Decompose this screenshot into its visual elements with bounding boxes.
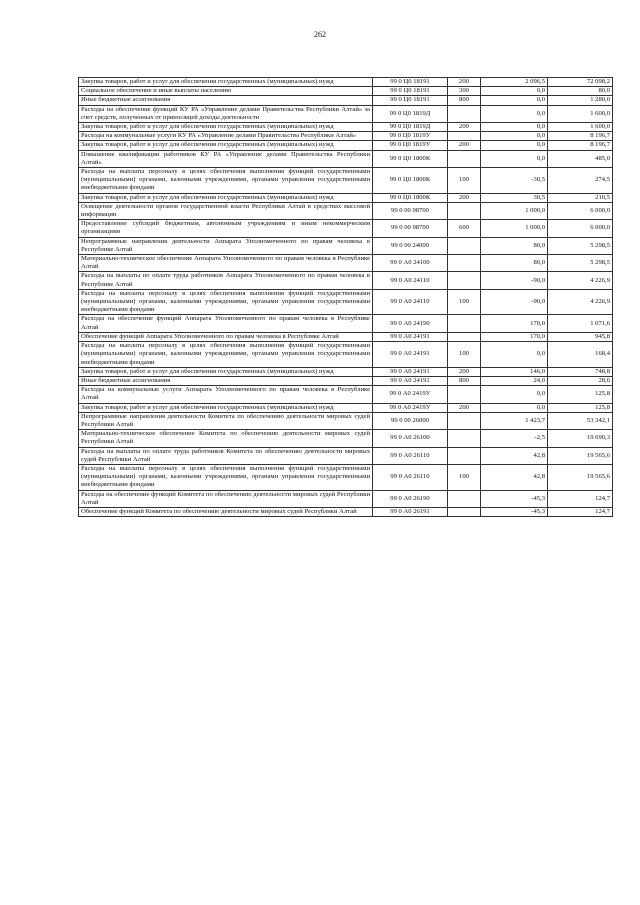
row-total-amount-cell: 28,6 xyxy=(548,376,613,385)
row-total-amount-cell: 125,8 xyxy=(548,403,613,412)
row-code-cell: 99 0 Ц0 18191 xyxy=(373,78,448,87)
row-code-cell: 99 0 А0 24190 xyxy=(373,315,448,332)
table-row xyxy=(79,403,613,412)
row-name-cell: Материально-техническое обеспечение Аппарата Уполномоченного по правам человека в Республике Алтай xyxy=(79,255,373,272)
row-code-cell: 99 0 А0 24110 xyxy=(373,289,448,315)
row-expense-type-cell xyxy=(448,490,481,507)
row-expense-type-cell xyxy=(448,507,481,516)
row-code-cell: 99 0 А0 26110 xyxy=(373,464,448,490)
row-name-cell: Закупка товаров, работ и услуг для обеспечения государственных (муниципальных) нужд xyxy=(79,141,373,150)
row-name-cell: Иные бюджетные ассигнования xyxy=(79,376,373,385)
row-expense-type-cell xyxy=(448,105,481,122)
row-code-cell: 99 0 А0 24100 xyxy=(373,255,448,272)
row-expense-type-cell: 200 xyxy=(448,367,481,376)
row-total-amount-cell: 4 226,9 xyxy=(548,272,613,289)
row-total-amount-cell: 19 565,6 xyxy=(548,447,613,464)
row-expense-type-cell: 200 xyxy=(448,193,481,202)
table-row xyxy=(79,430,613,447)
row-expense-type-cell xyxy=(448,430,481,447)
row-name-cell: Непрограммные направления деятельности Комитета по обеспечению деятельности мировых судей Республики Алтай xyxy=(79,412,373,429)
row-name-cell: Непрограммные направления деятельности Аппарата Уполномоченного по правам человека в Республике Алтай xyxy=(79,237,373,254)
row-total-amount-cell: 1 600,0 xyxy=(548,105,613,122)
row-name-cell: Расходы на выплаты персоналу в целях обеспечения выполнения функций государственными (муниципальными) органами, казенными учреждениями, органами управления государственными внебюджетными фондами xyxy=(79,289,373,315)
table-row xyxy=(79,237,613,254)
row-total-amount-cell: 8 196,7 xyxy=(548,141,613,150)
row-expense-type-cell: 100 xyxy=(448,342,481,368)
row-change-amount-cell: 42,8 xyxy=(481,447,548,464)
row-expense-type-cell: 200 xyxy=(448,123,481,132)
row-change-amount-cell: -90,0 xyxy=(481,272,548,289)
row-change-amount-cell: 170,0 xyxy=(481,315,548,332)
table-row xyxy=(79,315,613,332)
row-change-amount-cell: -2,5 xyxy=(481,430,548,447)
table-row xyxy=(79,342,613,368)
row-expense-type-cell: 100 xyxy=(448,464,481,490)
row-total-amount-cell: 125,8 xyxy=(548,386,613,403)
row-expense-type-cell xyxy=(448,315,481,332)
row-code-cell: 99 0 А0 26191 xyxy=(373,507,448,516)
row-name-cell: Расходы на выплаты персоналу в целях обеспечения выполнения функций государственными (муниципальными) органами, казенными учреждениями, органами управления государственными внебюджетными фондами xyxy=(79,342,373,368)
row-expense-type-cell xyxy=(448,255,481,272)
row-change-amount-cell: 42,8 xyxy=(481,464,548,490)
row-change-amount-cell: 30,5 xyxy=(481,193,548,202)
row-change-amount-cell: 80,0 xyxy=(481,255,548,272)
row-name-cell: Расходы на выплаты персоналу в целях обеспечения выполнения функций государственными (муниципальными) органами, казенными учреждениями, органами управления государственными внебюджетными фондами xyxy=(79,464,373,490)
budget-table xyxy=(78,77,613,517)
row-expense-type-cell: 600 xyxy=(448,220,481,237)
row-change-amount-cell: -45,3 xyxy=(481,490,548,507)
row-code-cell: 99 0 А0 24191 xyxy=(373,342,448,368)
row-code-cell: 99 0 А0 2419У xyxy=(373,386,448,403)
row-total-amount-cell: 6 000,0 xyxy=(548,220,613,237)
row-name-cell: Материально-техническое обеспечение Комитета по обеспечению деятельности мировых судей Республики Алтай xyxy=(79,430,373,447)
row-name-cell: Закупка товаров, работ и услуг для обеспечения государственных (муниципальных) нужд xyxy=(79,193,373,202)
row-code-cell: 99 0 Ц0 18191 xyxy=(373,87,448,96)
row-change-amount-cell: 1 423,7 xyxy=(481,412,548,429)
table-row xyxy=(79,376,613,385)
row-expense-type-cell xyxy=(448,202,481,219)
row-code-cell: 99 0 Ц0 18191 xyxy=(373,96,448,105)
row-name-cell: Расходы на выплаты по оплате труда работников Комитета по обеспечению деятельности мировых судей Республики Алтай xyxy=(79,447,373,464)
row-name-cell: Закупка товаров, работ и услуг для обеспечения государственных (муниципальных) нужд xyxy=(79,367,373,376)
row-change-amount-cell: 170,0 xyxy=(481,332,548,341)
row-expense-type-cell: 100 xyxy=(448,289,481,315)
row-total-amount-cell: 72 098,2 xyxy=(548,78,613,87)
table-row xyxy=(79,289,613,315)
table-row xyxy=(79,332,613,341)
row-change-amount-cell: 1 000,0 xyxy=(481,202,548,219)
row-code-cell: 99 0 Ц0 1800К xyxy=(373,193,448,202)
table-row xyxy=(79,490,613,507)
row-change-amount-cell: 2 096,5 xyxy=(481,78,548,87)
row-total-amount-cell: 53 342,1 xyxy=(548,412,613,429)
row-change-amount-cell: 146,0 xyxy=(481,367,548,376)
row-code-cell: 99 0 А0 24110 xyxy=(373,272,448,289)
row-code-cell: 99 0 А0 24191 xyxy=(373,376,448,385)
row-code-cell: 99 0 Ц0 1819У xyxy=(373,132,448,141)
row-code-cell: 99 0 Ц0 1819Д xyxy=(373,105,448,122)
row-expense-type-cell xyxy=(448,412,481,429)
row-expense-type-cell xyxy=(448,272,481,289)
row-name-cell: Закупка товаров, работ и услуг для обеспечения государственных (муниципальных) нужд xyxy=(79,123,373,132)
row-total-amount-cell: 4 226,9 xyxy=(548,289,613,315)
row-change-amount-cell: 0,0 xyxy=(481,342,548,368)
row-change-amount-cell: 0,0 xyxy=(481,96,548,105)
row-name-cell: Расходы на обеспечение функций КУ РА «Управление делами Правительства Республики Алтай» за счет средств, полученных от приносящей доходы деятельности xyxy=(79,105,373,122)
row-expense-type-cell xyxy=(448,132,481,141)
table-row xyxy=(79,123,613,132)
row-change-amount-cell: -30,5 xyxy=(481,168,548,194)
row-change-amount-cell: 0,0 xyxy=(481,386,548,403)
row-change-amount-cell: -45,3 xyxy=(481,507,548,516)
row-total-amount-cell: 5 298,5 xyxy=(548,255,613,272)
row-total-amount-cell: 124,7 xyxy=(548,490,613,507)
row-change-amount-cell: 0,0 xyxy=(481,150,548,167)
row-expense-type-cell: 200 xyxy=(448,403,481,412)
row-expense-type-cell xyxy=(448,150,481,167)
table-row xyxy=(79,150,613,167)
row-total-amount-cell: 1 600,0 xyxy=(548,123,613,132)
row-name-cell: Повышение квалификации работников КУ РА «Управление делами Правительства Республики Алтай» xyxy=(79,150,373,167)
row-code-cell: 99 0 А0 24191 xyxy=(373,367,448,376)
row-code-cell: 99 0 Ц0 1819Д xyxy=(373,123,448,132)
row-expense-type-cell xyxy=(448,332,481,341)
row-code-cell: 99 0 00 26000 xyxy=(373,412,448,429)
row-code-cell: 99 0 Ц0 1800К xyxy=(373,150,448,167)
row-code-cell: 99 0 Ц0 1800К xyxy=(373,168,448,194)
row-total-amount-cell: 485,0 xyxy=(548,150,613,167)
row-code-cell: 99 0 00 24000 xyxy=(373,237,448,254)
table-row xyxy=(79,78,613,87)
table-row xyxy=(79,132,613,141)
row-expense-type-cell: 800 xyxy=(448,376,481,385)
row-total-amount-cell: 80,0 xyxy=(548,87,613,96)
row-change-amount-cell: 0,0 xyxy=(481,403,548,412)
row-code-cell: 99 0 А0 26100 xyxy=(373,430,448,447)
table-row xyxy=(79,141,613,150)
row-name-cell: Закупка товаров, работ и услуг для обеспечения государственных (муниципальных) нужд xyxy=(79,403,373,412)
row-total-amount-cell: 210,5 xyxy=(548,193,613,202)
table-row xyxy=(79,105,613,122)
row-name-cell: Расходы на коммунальные услуги КУ РА «Управление делами Правительства Республики Алтай» xyxy=(79,132,373,141)
row-code-cell: 99 0 А0 2419У xyxy=(373,403,448,412)
row-name-cell: Обеспечение функций Аппарата Уполномоченного по правам человека в Республике Алтай xyxy=(79,332,373,341)
row-code-cell: 99 0 А0 26190 xyxy=(373,490,448,507)
row-total-amount-cell: 8 196,7 xyxy=(548,132,613,141)
row-total-amount-cell: 945,8 xyxy=(548,332,613,341)
row-change-amount-cell: 24,0 xyxy=(481,376,548,385)
table-row xyxy=(79,193,613,202)
row-change-amount-cell: -90,0 xyxy=(481,289,548,315)
row-name-cell: Расходы на выплаты персоналу в целях обеспечения выполнения функций государственными (муниципальными) органами, казенными учреждениями, органами управления государственными внебюджетными фондами xyxy=(79,168,373,194)
row-name-cell: Расходы на выплаты по оплате труда работников Аппарата Уполномоченного по правам человека в Республике Алтай xyxy=(79,272,373,289)
row-expense-type-cell xyxy=(448,447,481,464)
row-expense-type-cell xyxy=(448,237,481,254)
row-change-amount-cell: 1 000,0 xyxy=(481,220,548,237)
table-row xyxy=(79,412,613,429)
row-name-cell: Расходы на обеспечение функций Аппарата Уполномоченного по правам человека в Республике Алтай xyxy=(79,315,373,332)
row-code-cell: 99 0 А0 26110 xyxy=(373,447,448,464)
table-row xyxy=(79,386,613,403)
row-code-cell: 99 0 Ц0 1819У xyxy=(373,141,448,150)
row-total-amount-cell: 274,5 xyxy=(548,168,613,194)
row-total-amount-cell: 168,4 xyxy=(548,342,613,368)
row-code-cell: 99 0 00 98700 xyxy=(373,220,448,237)
row-expense-type-cell: 200 xyxy=(448,78,481,87)
row-expense-type-cell: 800 xyxy=(448,96,481,105)
row-change-amount-cell: 0,0 xyxy=(481,87,548,96)
table-row xyxy=(79,87,613,96)
row-code-cell: 99 0 00 98700 xyxy=(373,202,448,219)
row-expense-type-cell: 200 xyxy=(448,141,481,150)
row-total-amount-cell: 1 280,0 xyxy=(548,96,613,105)
row-name-cell: Расходы на коммунальные услуги Аппарата Уполномоченного по правам человека в Республике Алтай xyxy=(79,386,373,403)
table-row xyxy=(79,220,613,237)
row-total-amount-cell: 6 000,0 xyxy=(548,202,613,219)
row-total-amount-cell: 19 690,3 xyxy=(548,430,613,447)
table-row xyxy=(79,447,613,464)
row-total-amount-cell: 5 298,5 xyxy=(548,237,613,254)
budget-table-body xyxy=(79,78,613,517)
row-expense-type-cell: 100 xyxy=(448,168,481,194)
table-row xyxy=(79,272,613,289)
row-name-cell: Предоставление субсидий бюджетным, автономным учреждениям и иным некоммерческим организациям xyxy=(79,220,373,237)
row-change-amount-cell: 0,0 xyxy=(481,105,548,122)
table-row xyxy=(79,507,613,516)
table-row xyxy=(79,168,613,194)
row-total-amount-cell: 19 565,6 xyxy=(548,464,613,490)
page-number: 262 xyxy=(314,30,326,39)
table-row xyxy=(79,96,613,105)
row-total-amount-cell: 748,8 xyxy=(548,367,613,376)
row-change-amount-cell: 0,0 xyxy=(481,123,548,132)
table-row xyxy=(79,367,613,376)
row-expense-type-cell: 300 xyxy=(448,87,481,96)
table-row xyxy=(79,255,613,272)
table-row xyxy=(79,202,613,219)
row-name-cell: Обеспечение функций Комитета по обеспечению деятельности мировых судей Республики Алтай xyxy=(79,507,373,516)
table-row xyxy=(79,464,613,490)
row-name-cell: Иные бюджетные ассигнования xyxy=(79,96,373,105)
row-change-amount-cell: 0,0 xyxy=(481,141,548,150)
row-total-amount-cell: 124,7 xyxy=(548,507,613,516)
row-name-cell: Расходы на обеспечение функций Комитета по обеспечению деятельности мировых судей Республики Алтай xyxy=(79,490,373,507)
row-change-amount-cell: 80,0 xyxy=(481,237,548,254)
row-expense-type-cell xyxy=(448,386,481,403)
row-code-cell: 99 0 А0 24191 xyxy=(373,332,448,341)
row-change-amount-cell: 0,0 xyxy=(481,132,548,141)
row-total-amount-cell: 1 071,6 xyxy=(548,315,613,332)
row-name-cell: Закупка товаров, работ и услуг для обеспечения государственных (муниципальных) нужд xyxy=(79,78,373,87)
row-name-cell: Освещение деятельности органов государственной власти Республики Алтай в средствах массовой информации xyxy=(79,202,373,219)
row-name-cell: Социальное обеспечение и иные выплаты населению xyxy=(79,87,373,96)
